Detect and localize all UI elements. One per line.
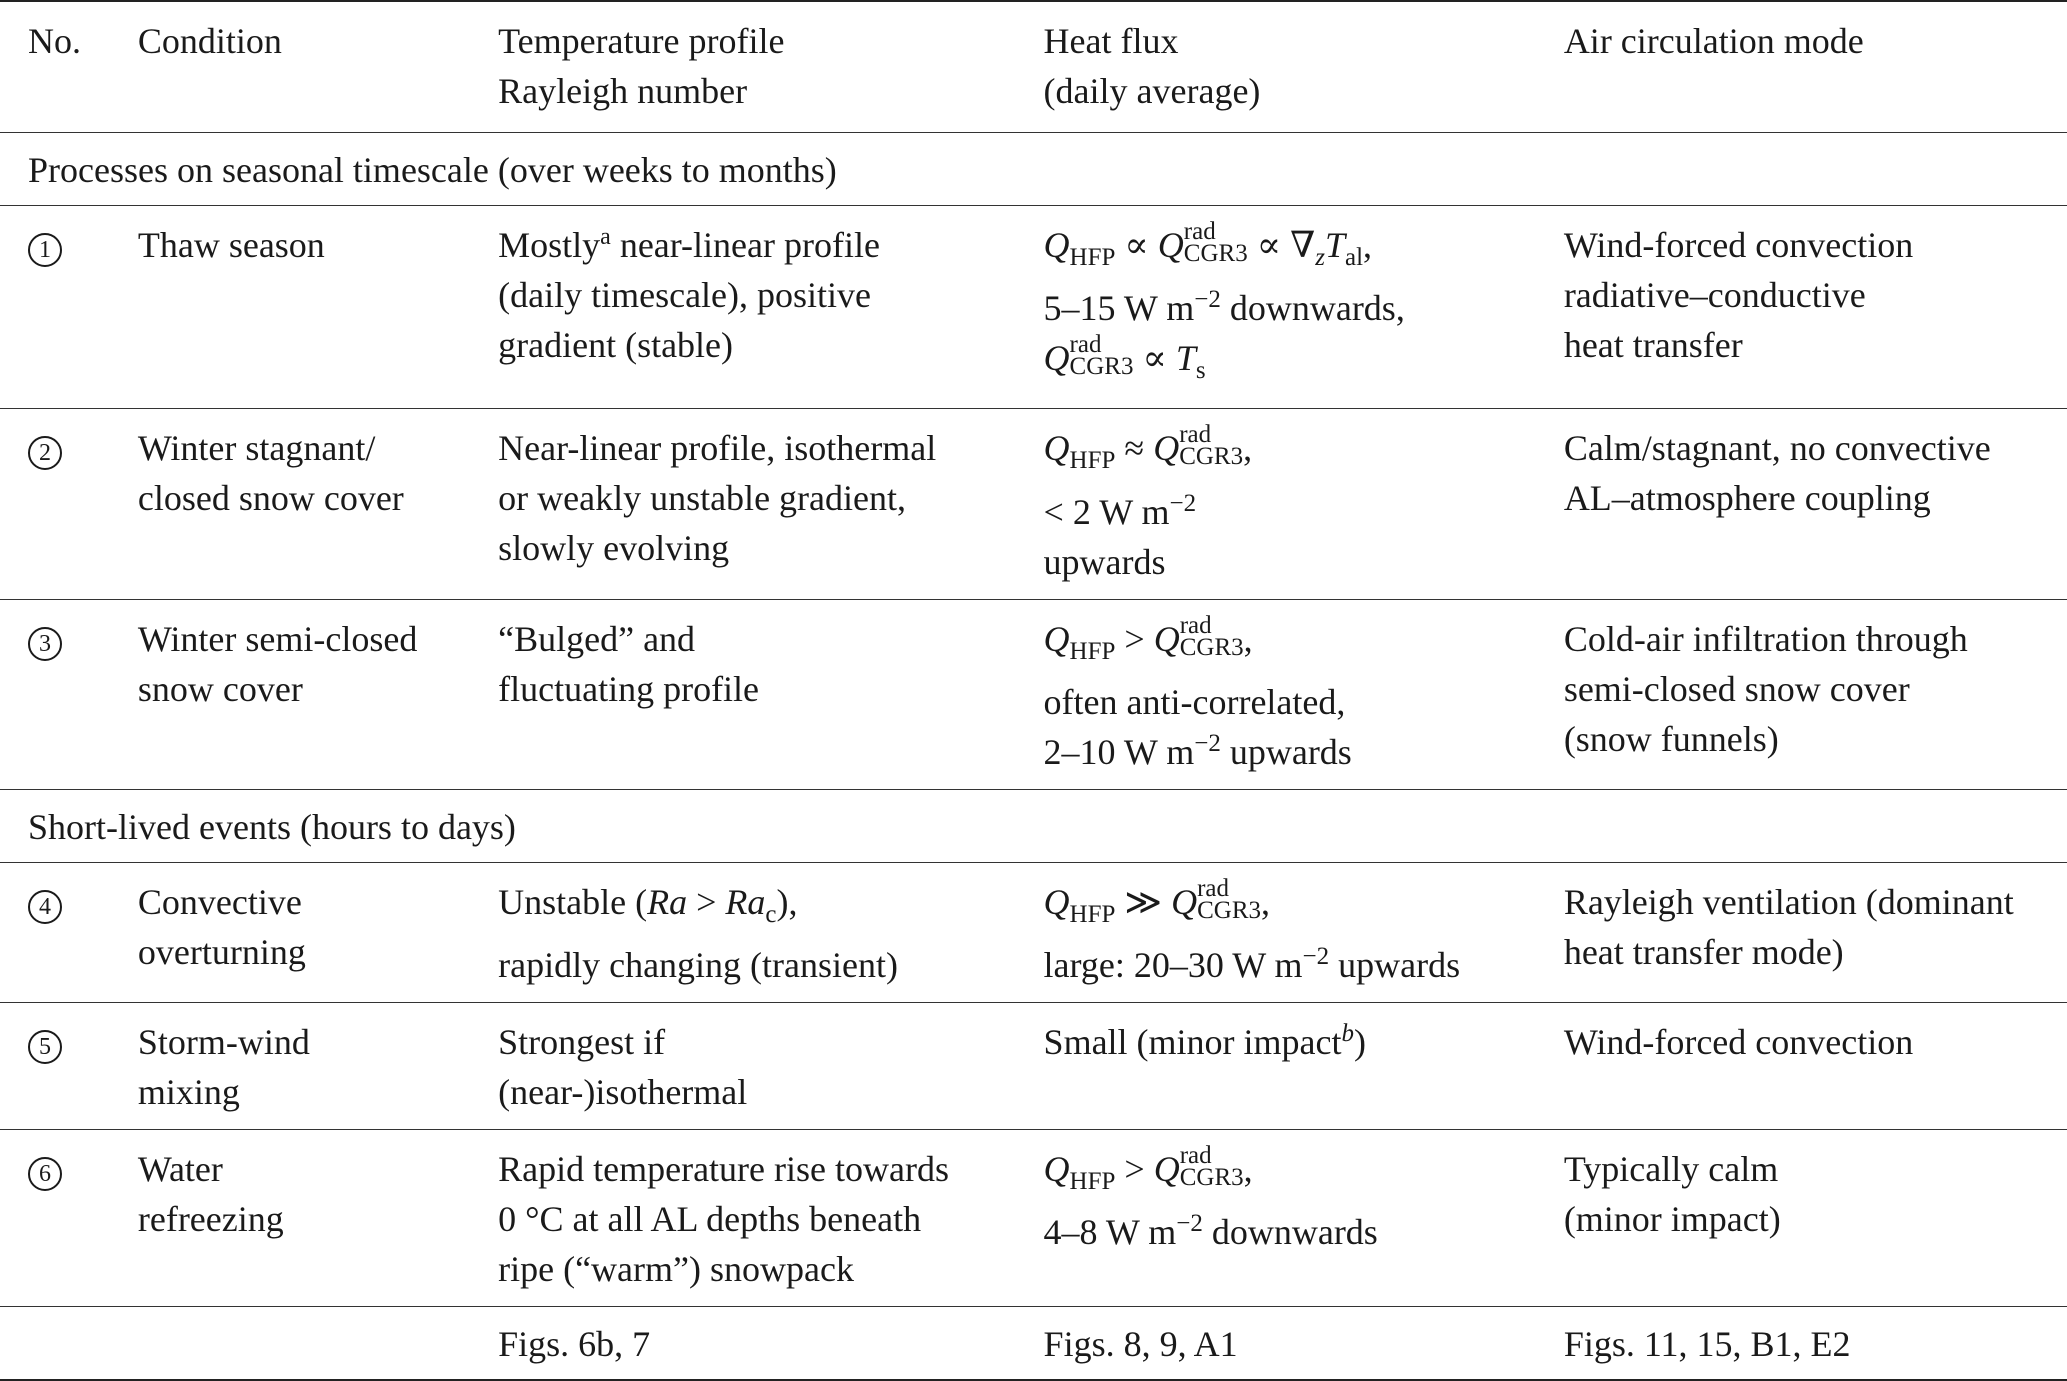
- text-fragment: ): [1354, 1021, 1366, 1062]
- math-punctuation: ,: [1363, 225, 1373, 265]
- row-heat-flux: [1044, 1002, 1564, 1129]
- heat-flux-equation: [1043, 1141, 1564, 1207]
- math-supsub: [1069, 331, 1134, 381]
- math-subscript: z: [1315, 244, 1325, 272]
- math-symbol: Q: [1043, 1148, 1070, 1189]
- row-number: [0, 1129, 138, 1306]
- math-operator: ∝: [1124, 225, 1149, 265]
- circled-number: 3: [28, 627, 62, 661]
- math-supsub: [1197, 874, 1262, 924]
- condition-line: Winter stagnant/: [137, 428, 376, 469]
- row-number: [0, 599, 138, 789]
- section-row-seasonal: [0, 133, 2067, 206]
- header-temperature-line-1: Temperature profile: [498, 21, 785, 61]
- text-fragment: 4–8 W m: [1043, 1212, 1177, 1253]
- temperature-line: fluctuating profile: [498, 668, 760, 709]
- heat-flux-line: [1044, 940, 1564, 990]
- row-number: [0, 1002, 138, 1129]
- row-air-mode: [1564, 206, 2067, 409]
- math-symbol: Q: [1153, 428, 1180, 469]
- condition-line: closed snow cover: [137, 478, 404, 519]
- math-symbol: Q: [1153, 1148, 1180, 1189]
- row-number: [0, 206, 138, 409]
- text-fragment: near-linear profile: [610, 225, 880, 265]
- math-subscript: HFP: [1069, 637, 1116, 665]
- math-supsub: [1183, 218, 1248, 267]
- table-row: [0, 599, 2067, 789]
- math-operator: ≈: [1124, 428, 1145, 469]
- math-subscript: HFP: [1069, 447, 1116, 475]
- text-fragment: < 2 W m: [1043, 491, 1170, 532]
- temperature-line: (near-)isothermal: [498, 1071, 748, 1112]
- math-supsub: [1179, 1141, 1244, 1191]
- header-heat-flux: [1044, 1, 1564, 133]
- temperature-line: Near-linear profile, isothermal: [498, 428, 937, 469]
- air-mode-line: Cold-air infiltration through: [1563, 618, 1968, 659]
- math-symbol: T: [1175, 338, 1196, 379]
- math-symbol: T: [1324, 225, 1345, 265]
- heat-flux-equation: [1044, 220, 1564, 283]
- air-mode-line: semi-closed snow cover: [1563, 668, 1910, 709]
- circled-number: 4: [28, 890, 62, 924]
- row-temperature: [498, 599, 1043, 789]
- text-fragment: large: 20–30 W m: [1043, 944, 1303, 985]
- heat-flux-line: [1044, 487, 1564, 537]
- table-row: [0, 1129, 2067, 1306]
- unit-exponent: −2: [1194, 729, 1221, 757]
- condition-line: Water: [137, 1148, 223, 1189]
- header-temperature: [498, 1, 1043, 133]
- math-superscript: rad: [1179, 611, 1212, 639]
- temperature-line: [498, 877, 1043, 940]
- table-row: [0, 1002, 2067, 1129]
- math-subscript: CGR3: [1179, 1163, 1244, 1191]
- math-operator: >: [1124, 1148, 1145, 1189]
- math-symbol: Ra: [725, 881, 766, 922]
- math-supsub: [1179, 421, 1244, 471]
- condition-line: Convective: [137, 881, 302, 922]
- temperature-line: gradient (stable): [498, 325, 734, 365]
- temperature-line: 0 °C at all AL depths beneath: [498, 1198, 922, 1239]
- air-mode-line: Calm/stagnant, no convective: [1563, 428, 1991, 469]
- math-operator: ∝: [1256, 225, 1282, 265]
- text-fragment: Unstable (: [498, 881, 648, 922]
- row-air-mode: [1564, 599, 2067, 789]
- header-heat-flux-line-2: (daily average): [1043, 71, 1261, 111]
- text-fragment: Mostly: [498, 225, 601, 265]
- text-fragment: ),: [776, 881, 798, 922]
- temperature-line: [498, 220, 1043, 270]
- math-symbol: Q: [1043, 428, 1070, 469]
- text-fragment: Small (minor impact: [1043, 1021, 1342, 1062]
- heat-flux-line: often anti-correlated,: [1043, 681, 1346, 722]
- figures-air-mode: Figs. 11, 15, B1, E2: [1564, 1306, 2067, 1380]
- heat-flux-line: upwards: [1043, 541, 1166, 582]
- condition-line: Thaw season: [137, 225, 325, 265]
- table-row: [0, 206, 2067, 409]
- math-symbol: Q: [1171, 881, 1198, 922]
- heat-flux-line: [1044, 1017, 1564, 1067]
- row-temperature: [498, 1129, 1043, 1306]
- temperature-line: rapidly changing (transient): [498, 944, 898, 985]
- heat-flux-equation: [1043, 874, 1564, 940]
- heat-flux-equation: [1044, 423, 1564, 486]
- row-air-mode: [1564, 1002, 2067, 1129]
- air-mode-line: heat transfer mode): [1563, 931, 1844, 972]
- section-seasonal-label: Processes on seasonal timescale (over weeks to months): [0, 133, 2067, 206]
- heat-flux-line: [1044, 283, 1564, 333]
- circled-number: 5: [28, 1030, 62, 1064]
- row-heat-flux: [1044, 599, 1564, 789]
- math-subscript: CGR3: [1183, 240, 1248, 267]
- air-mode-line: Rayleigh ventilation (dominant: [1563, 881, 2014, 922]
- condition-line: refreezing: [137, 1198, 284, 1239]
- math-subscript: CGR3: [1179, 633, 1244, 661]
- heat-flux-line: [1044, 1207, 1564, 1257]
- math-superscript: rad: [1183, 218, 1216, 245]
- row-condition: [138, 1002, 498, 1129]
- condition-line: overturning: [137, 931, 306, 972]
- math-subscript: al: [1344, 244, 1364, 272]
- air-mode-line: AL–atmosphere coupling: [1563, 478, 1931, 519]
- math-superscript: rad: [1069, 331, 1102, 359]
- row-condition: [138, 206, 498, 409]
- math-supsub: [1179, 611, 1244, 661]
- temperature-line: ripe (“warm”) snowpack: [498, 1248, 854, 1289]
- heat-flux-equation: [1043, 611, 1564, 677]
- math-superscript: rad: [1179, 421, 1212, 449]
- math-operator: >: [1124, 618, 1145, 659]
- row-heat-flux: [1044, 206, 1564, 409]
- air-mode-line: (minor impact): [1563, 1198, 1781, 1239]
- row-temperature: [498, 206, 1043, 409]
- math-operator: ≫: [1124, 881, 1163, 922]
- condition-line: Winter semi-closed: [137, 618, 418, 659]
- table-row: [0, 409, 2067, 599]
- row-air-mode: [1564, 1129, 2067, 1306]
- unit-exponent: −2: [1194, 286, 1221, 314]
- temperature-line: slowly evolving: [498, 528, 730, 569]
- row-number: [0, 862, 138, 1002]
- math-symbol: Q: [1043, 618, 1070, 659]
- math-subscript: c: [765, 900, 777, 928]
- temperature-line: Rapid temperature rise towards: [498, 1148, 949, 1189]
- circled-number: 6: [28, 1157, 62, 1191]
- row-heat-flux: [1044, 409, 1564, 599]
- header-heat-flux-line-1: Heat flux: [1043, 21, 1179, 61]
- row-condition: [138, 409, 498, 599]
- math-symbol: Q: [1157, 225, 1184, 265]
- air-mode-line: Wind-forced convection: [1563, 1021, 1914, 1062]
- air-mode-line: heat transfer: [1563, 325, 1743, 365]
- row-condition: [138, 599, 498, 789]
- text-fragment: downwards,: [1220, 288, 1405, 329]
- row-temperature: [498, 1002, 1043, 1129]
- section-row-short: [0, 789, 2067, 862]
- temperature-line: (daily timescale), positive: [498, 275, 872, 315]
- section-short-label: Short-lived events (hours to days): [0, 789, 2067, 862]
- circled-number: 2: [28, 436, 62, 470]
- math-symbol: Ra: [647, 881, 688, 922]
- row-air-mode: [1564, 409, 2067, 599]
- heat-flux-line: [1044, 727, 1564, 777]
- heat-flux-equation: [1044, 333, 1564, 396]
- header-temperature-line-2: Rayleigh number: [498, 71, 748, 111]
- math-operator: >: [687, 881, 726, 922]
- math-operator: ∝: [1142, 338, 1167, 379]
- figures-empty-no: [0, 1306, 138, 1380]
- air-mode-line: radiative–conductive: [1563, 275, 1866, 315]
- header-air-mode: Air circulation mode: [1564, 1, 2067, 133]
- condition-line: mixing: [137, 1071, 240, 1112]
- unit-exponent: −2: [1302, 942, 1330, 970]
- circled-number: 1: [28, 233, 62, 267]
- condition-line: Storm-wind: [137, 1021, 310, 1062]
- math-punctuation: ,: [1243, 618, 1253, 659]
- table-row: [0, 862, 2067, 1002]
- math-punctuation: ,: [1243, 428, 1253, 469]
- air-mode-line: (snow funnels): [1563, 718, 1779, 759]
- math-subscript: s: [1195, 357, 1206, 385]
- math-subscript: HFP: [1069, 1168, 1116, 1196]
- row-heat-flux: [1044, 862, 1564, 1002]
- math-subscript: CGR3: [1179, 443, 1244, 471]
- math-punctuation: ,: [1261, 881, 1271, 922]
- table-header-row: [0, 1, 2067, 133]
- math-superscript: rad: [1197, 874, 1230, 902]
- figures-heat-flux: Figs. 8, 9, A1: [1044, 1306, 1564, 1380]
- text-fragment: downwards: [1202, 1212, 1378, 1253]
- figures-empty-condition: [138, 1306, 498, 1380]
- footnote-marker: b: [1341, 1019, 1354, 1047]
- footnote-marker: a: [600, 224, 611, 250]
- math-subscript: HFP: [1069, 900, 1116, 928]
- math-symbol: Q: [1043, 338, 1070, 379]
- figures-temperature: Figs. 6b, 7: [498, 1306, 1043, 1380]
- text-fragment: upwards: [1220, 731, 1352, 772]
- unit-exponent: −2: [1169, 489, 1197, 517]
- math-symbol: Q: [1043, 881, 1070, 922]
- math-punctuation: ,: [1243, 1148, 1253, 1189]
- header-condition: Condition: [138, 1, 498, 133]
- math-symbol: Q: [1043, 225, 1070, 265]
- math-symbol: ∇: [1290, 225, 1316, 265]
- row-condition: [138, 1129, 498, 1306]
- row-number: [0, 409, 138, 599]
- temperature-line: or weakly unstable gradient,: [498, 478, 906, 519]
- unit-exponent: −2: [1176, 1210, 1203, 1238]
- condition-line: snow cover: [137, 668, 303, 709]
- row-temperature: [498, 409, 1043, 599]
- row-condition: [138, 862, 498, 1002]
- row-heat-flux: [1044, 1129, 1564, 1306]
- math-symbol: Q: [1153, 618, 1180, 659]
- temperature-line: Strongest if: [498, 1021, 666, 1062]
- temperature-line: “Bulged” and: [498, 618, 696, 659]
- math-subscript: CGR3: [1197, 896, 1262, 924]
- text-fragment: 2–10 W m: [1043, 731, 1195, 772]
- row-air-mode: [1564, 862, 2067, 1002]
- header-no: No.: [0, 1, 138, 133]
- math-subscript: HFP: [1069, 244, 1116, 272]
- math-superscript: rad: [1179, 1141, 1212, 1169]
- air-mode-line: Typically calm: [1563, 1148, 1779, 1189]
- math-subscript: CGR3: [1069, 353, 1134, 381]
- text-fragment: 5–15 W m: [1043, 288, 1195, 329]
- air-mode-line: Wind-forced convection: [1563, 225, 1914, 265]
- figures-row: [0, 1306, 2067, 1380]
- text-fragment: upwards: [1329, 944, 1461, 985]
- row-temperature: [498, 862, 1043, 1002]
